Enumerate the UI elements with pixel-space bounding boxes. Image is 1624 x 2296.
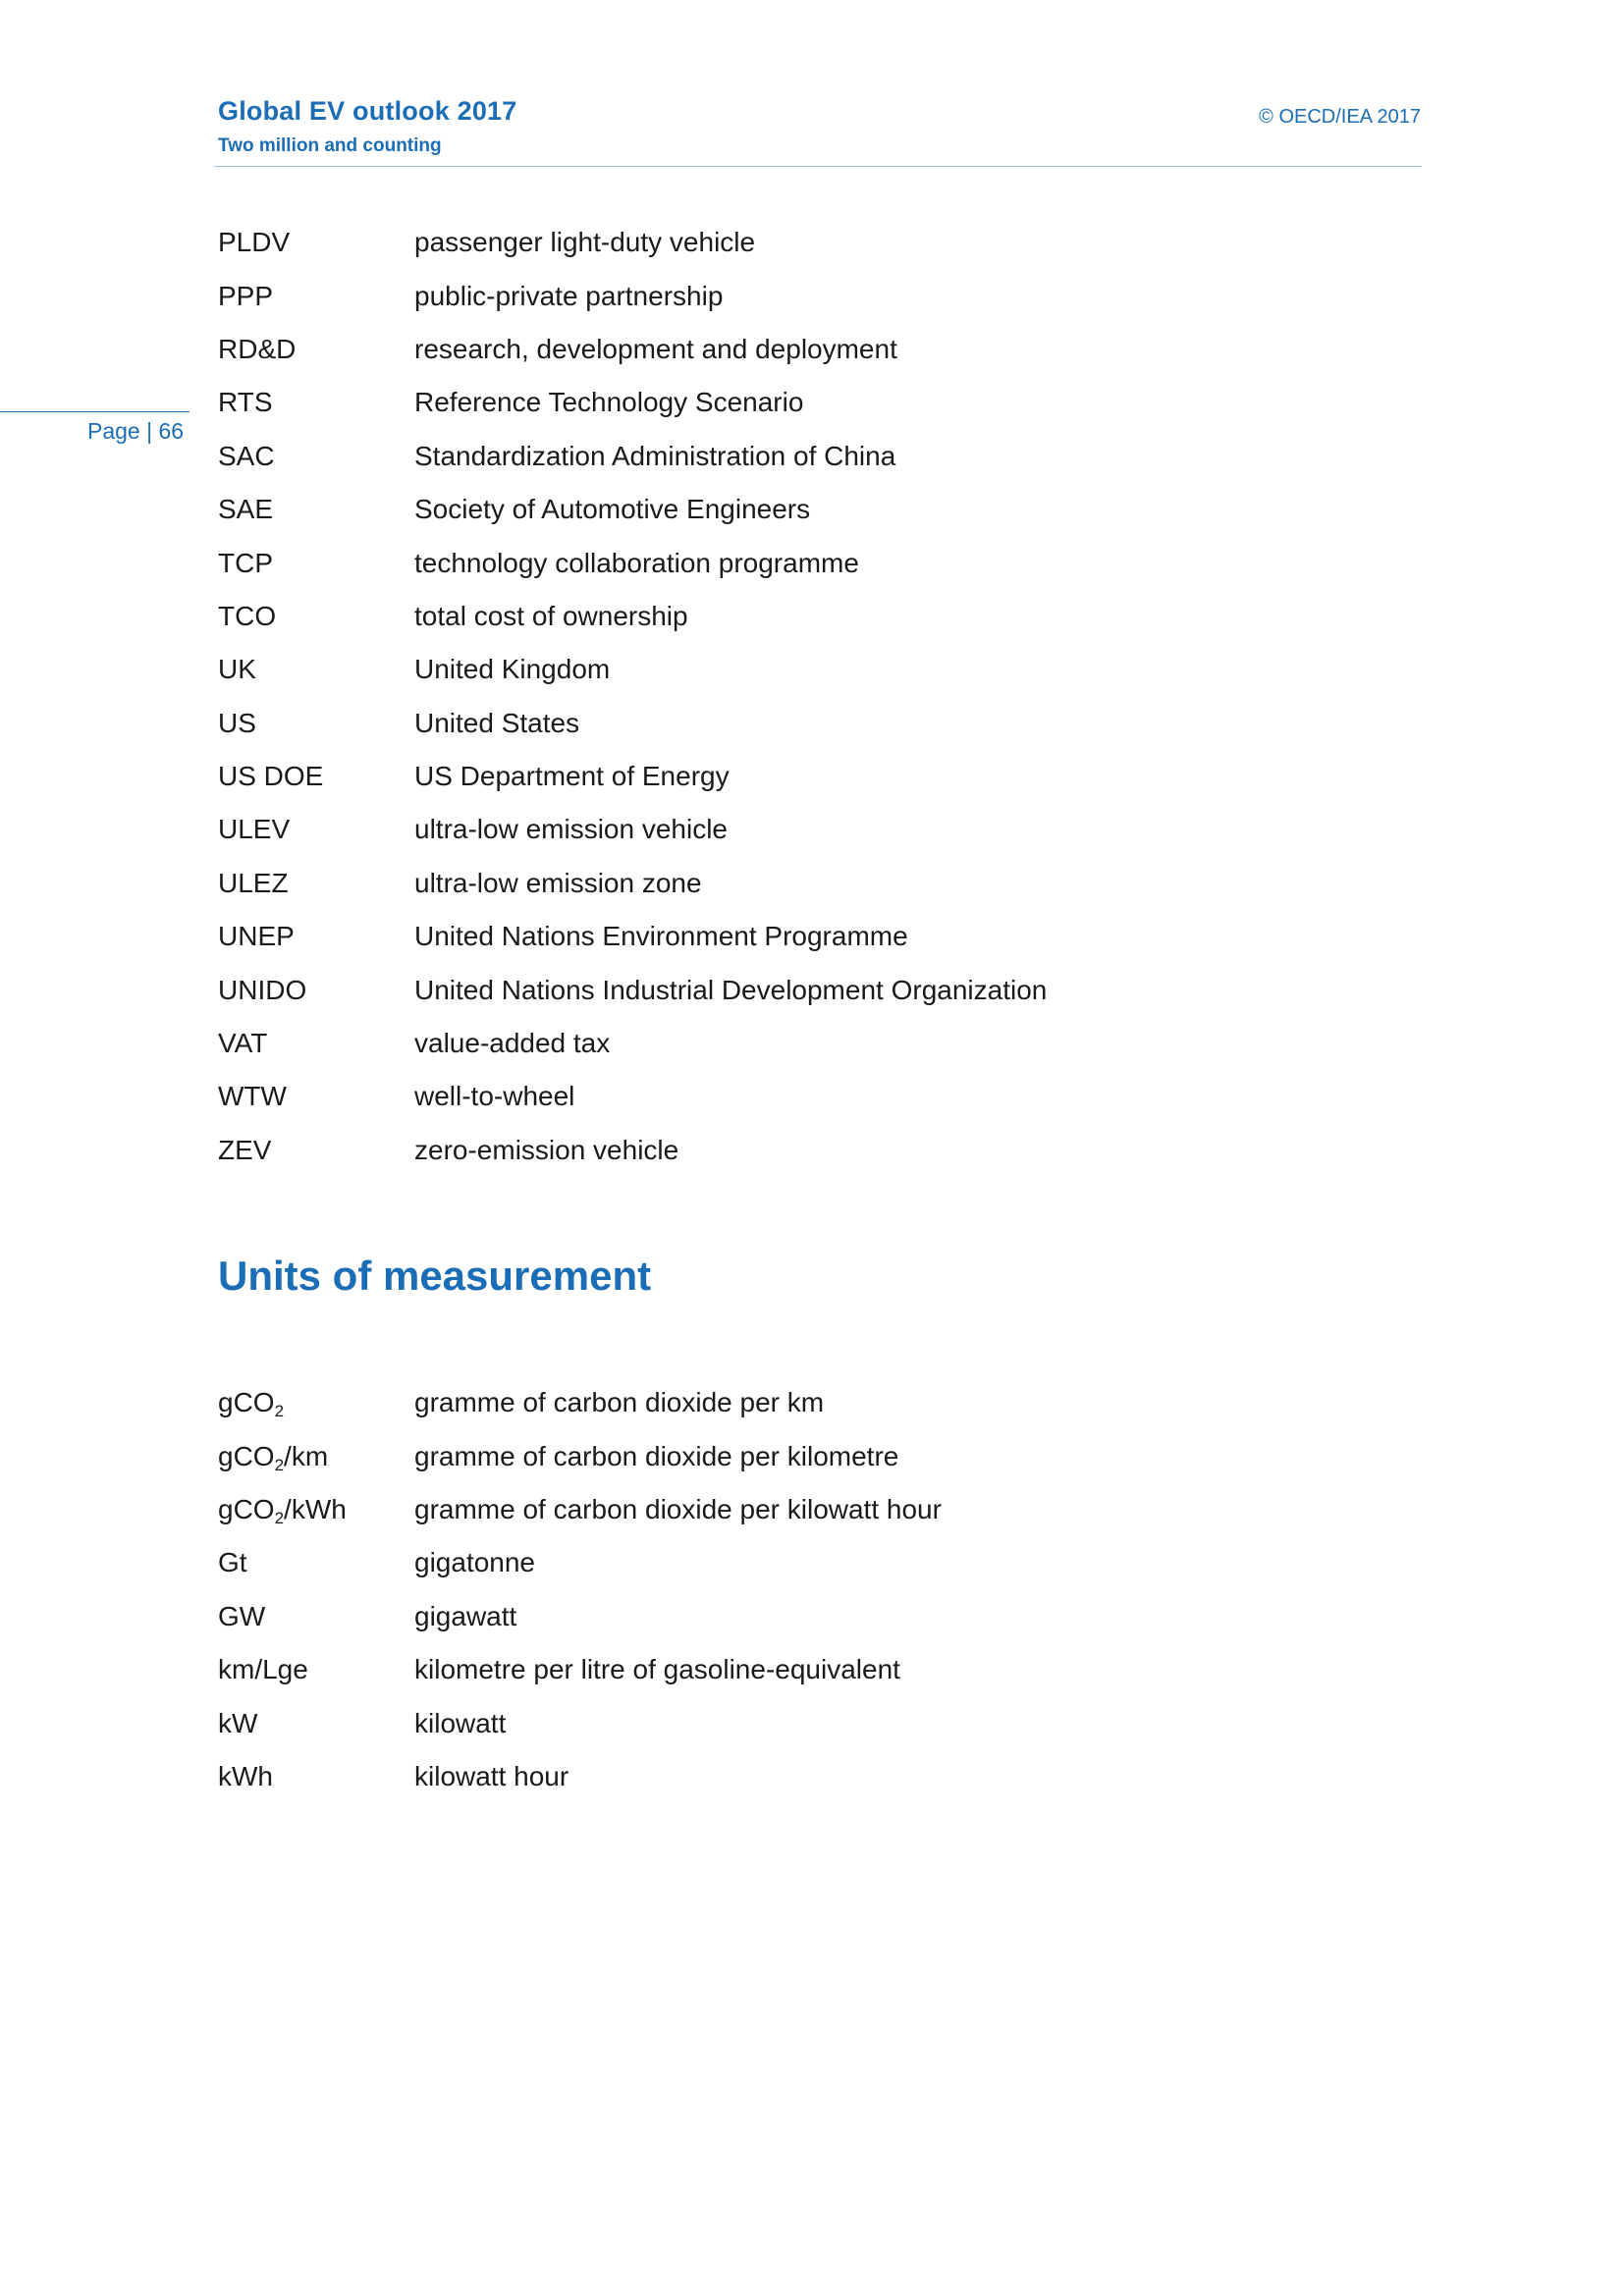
unit-term-subscript: 2 <box>274 1455 285 1474</box>
report-title: Global EV outlook 2017 <box>218 96 517 126</box>
abbreviation-term: SAE <box>218 494 274 525</box>
abbreviation-term: UNIDO <box>218 974 307 1005</box>
abbreviation-term: US DOE <box>218 761 324 792</box>
unit-term <box>218 1493 414 1527</box>
abbreviation-row <box>218 483 1047 536</box>
abbreviation-term: TCO <box>218 600 277 631</box>
abbreviation-term: PPP <box>218 280 274 311</box>
abbreviation-definition: United Nations Environment Programme <box>414 921 908 952</box>
unit-term-prefix: GW <box>218 1600 266 1631</box>
abbreviation-term: ULEV <box>218 814 291 845</box>
unit-term-prefix: Gt <box>218 1547 247 1578</box>
abbreviation-term: RD&D <box>218 333 297 364</box>
abbreviation-definition: United States <box>414 707 580 738</box>
abbreviation-row <box>218 430 1047 483</box>
abbreviation-term: VAT <box>218 1028 268 1059</box>
abbreviation-term: ZEV <box>218 1134 272 1165</box>
unit-row <box>218 1536 942 1589</box>
unit-term-suffix: /kWh <box>284 1493 347 1524</box>
abbreviation-term: WTW <box>218 1081 287 1112</box>
unit-term <box>218 1707 414 1738</box>
abbreviation-list <box>218 216 1047 1177</box>
copyright-notice: © OECD/IEA 2017 <box>1259 106 1421 128</box>
unit-term <box>218 1387 414 1421</box>
unit-row <box>218 1590 942 1643</box>
unit-term-prefix: kW <box>218 1707 258 1738</box>
abbreviation-row <box>218 803 1047 856</box>
abbreviation-definition: US Department of Energy <box>414 761 730 792</box>
abbreviation-row <box>218 323 1047 376</box>
unit-definition: kilometre per litre of gasoline-equivalent <box>414 1654 900 1685</box>
abbreviation-definition: Society of Automotive Engineers <box>414 494 811 525</box>
unit-row <box>218 1696 942 1749</box>
unit-term-prefix: kWh <box>218 1760 273 1791</box>
abbreviation-row <box>218 536 1047 589</box>
unit-term-prefix: km/Lge <box>218 1654 308 1685</box>
unit-definition: gramme of carbon dioxide per km <box>414 1387 825 1418</box>
abbreviation-row <box>218 590 1047 643</box>
abbreviation-definition: ultra-low emission zone <box>414 867 702 898</box>
abbreviation-definition: zero-emission vehicle <box>414 1134 679 1165</box>
abbreviation-definition: public-private partnership <box>414 280 724 311</box>
unit-definition: gramme of carbon dioxide per kilometre <box>414 1440 899 1471</box>
abbreviation-row <box>218 1070 1047 1123</box>
abbreviation-term: RTS <box>218 387 273 418</box>
abbreviation-term: UK <box>218 654 256 685</box>
abbreviation-row <box>218 857 1047 910</box>
unit-row <box>218 1483 942 1536</box>
units-list <box>218 1376 942 1803</box>
page-number: Page | 66 <box>87 418 185 444</box>
unit-definition: kilowatt hour <box>414 1760 569 1791</box>
unit-term-prefix: gCO <box>218 1440 275 1471</box>
abbreviation-row <box>218 1017 1047 1070</box>
abbreviation-row <box>218 643 1047 696</box>
abbreviation-row <box>218 269 1047 322</box>
unit-term-prefix: gCO <box>218 1493 275 1524</box>
unit-definition: gigatonne <box>414 1547 536 1578</box>
abbreviation-row <box>218 376 1047 429</box>
unit-term-suffix: /km <box>284 1440 329 1471</box>
abbreviation-definition: well-to-wheel <box>414 1081 575 1112</box>
unit-term-subscript: 2 <box>274 1508 285 1527</box>
abbreviation-row <box>218 216 1047 269</box>
abbreviation-term: TCP <box>218 547 273 578</box>
section-heading-units: Units of measurement <box>218 1253 652 1299</box>
report-subtitle: Two million and counting <box>218 135 442 156</box>
abbreviation-definition: technology collaboration programme <box>414 547 859 578</box>
unit-row <box>218 1376 942 1429</box>
abbreviation-row <box>218 963 1047 1016</box>
abbreviation-term: US <box>218 707 256 738</box>
abbreviation-definition: research, development and deployment <box>414 333 897 364</box>
unit-row <box>218 1429 942 1482</box>
abbreviation-definition: value-added tax <box>414 1028 611 1059</box>
unit-term <box>218 1600 414 1631</box>
abbreviation-definition: United Nations Industrial Development Organization <box>414 974 1048 1005</box>
unit-definition: gramme of carbon dioxide per kilowatt hour <box>414 1493 942 1524</box>
unit-row <box>218 1643 942 1696</box>
unit-term-prefix: gCO <box>218 1387 275 1418</box>
abbreviation-term: UNEP <box>218 921 295 952</box>
abbreviation-definition: United Kingdom <box>414 654 611 685</box>
unit-row <box>218 1750 942 1803</box>
abbreviation-row <box>218 750 1047 803</box>
abbreviation-definition: total cost of ownership <box>414 600 688 631</box>
abbreviation-term: ULEZ <box>218 867 289 898</box>
abbreviation-term: PLDV <box>218 227 291 258</box>
abbreviation-row <box>218 697 1047 750</box>
unit-term <box>218 1760 414 1791</box>
abbreviation-term: SAC <box>218 440 275 471</box>
abbreviation-definition: Standardization Administration of China <box>414 440 896 471</box>
unit-term-subscript: 2 <box>274 1402 285 1421</box>
header-divider <box>214 166 1422 167</box>
abbreviation-definition: Reference Technology Scenario <box>414 387 804 418</box>
abbreviation-definition: passenger light-duty vehicle <box>414 227 756 258</box>
unit-definition: kilowatt <box>414 1707 507 1738</box>
unit-term <box>218 1440 414 1474</box>
page-number-divider <box>0 411 189 412</box>
abbreviation-row <box>218 1124 1047 1177</box>
abbreviation-definition: ultra-low emission vehicle <box>414 814 729 845</box>
unit-term <box>218 1549 414 1576</box>
unit-definition: gigawatt <box>414 1600 517 1631</box>
unit-term <box>218 1656 414 1683</box>
abbreviation-row <box>218 910 1047 963</box>
